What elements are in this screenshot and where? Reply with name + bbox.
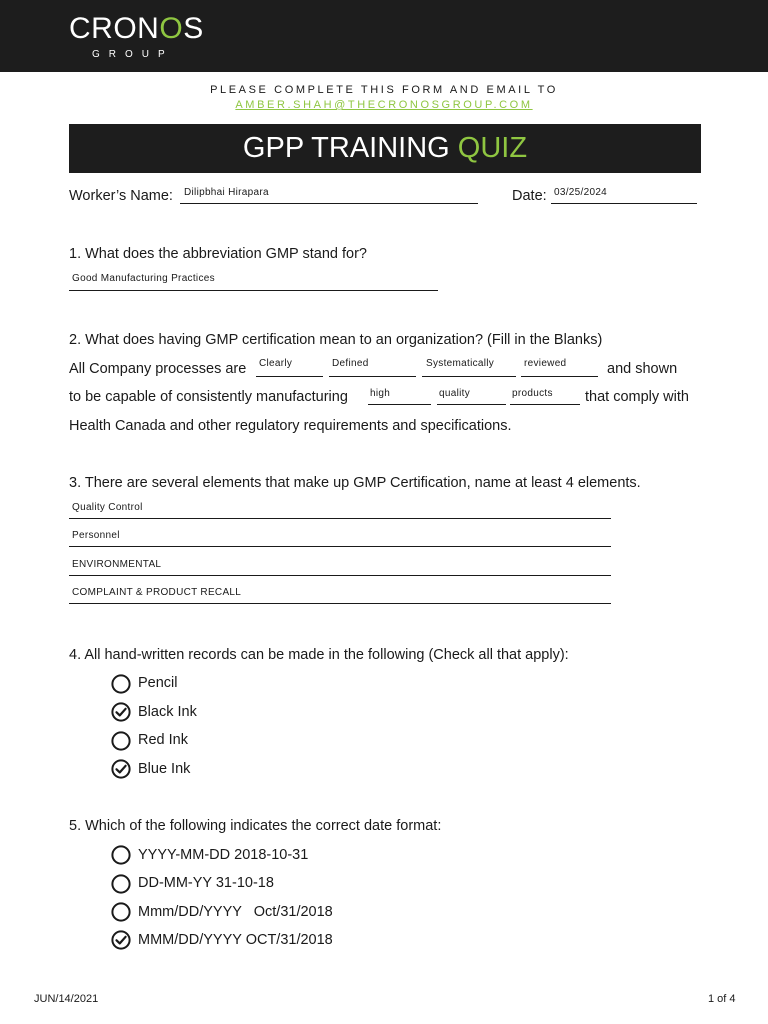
q3-answer-4: COMPLAINT & PRODUCT RECALL	[72, 587, 242, 598]
q4-option-blue-ink-label: Blue Ink	[138, 761, 191, 777]
q4-option-red-ink-label: Red Ink	[138, 732, 188, 748]
q3-answer-3: ENVIRONMENTAL	[72, 559, 162, 570]
checked-circle-icon	[111, 930, 131, 950]
q5-question: 5. Which of the following indicates the correct date format:	[69, 818, 442, 834]
unchecked-circle-icon	[111, 845, 131, 865]
q2-blank4-field[interactable]	[521, 376, 598, 377]
q5-option-dd-mm-yy-radio[interactable]	[111, 874, 131, 894]
logo-text-post: S	[183, 12, 204, 45]
q2-blank5-field[interactable]	[368, 404, 431, 405]
q3-question: 3. There are several elements that make up GMP Certification, name at least 4 elements.	[69, 475, 641, 491]
quiz-title	[69, 124, 701, 173]
q2-blank6: quality	[439, 388, 471, 399]
q2-line2-suffix: that comply with	[585, 389, 689, 405]
q2-blank7: products	[512, 388, 553, 399]
email-link[interactable]: AMBER.SHAH@THECRONOSGROUP.COM	[235, 99, 533, 111]
header-bar	[0, 0, 768, 72]
unchecked-circle-icon	[111, 674, 131, 694]
q5-option-mmm-dd-yyyy-mixed-radio[interactable]	[111, 902, 131, 922]
q5-option-mmm-dd-yyyy-upper-radio[interactable]	[111, 930, 131, 950]
date-field[interactable]	[551, 203, 697, 204]
q2-blank2: Defined	[332, 358, 369, 369]
worker-name-label: Worker’s Name:	[69, 188, 173, 204]
q3-answer1-field[interactable]	[69, 518, 611, 519]
q3-answer2-field[interactable]	[69, 546, 611, 547]
q3-answer-2: Personnel	[72, 530, 120, 541]
footer-date: JUN/14/2021	[34, 993, 99, 1005]
checked-circle-icon	[111, 759, 131, 779]
q4-option-red-ink-checkbox[interactable]	[111, 731, 131, 751]
q2-line1-suffix: and shown	[607, 361, 678, 377]
checked-circle-icon	[111, 702, 131, 722]
q5-option-yyyy-mm-dd-label: YYYY-MM-DD 2018-10-31	[138, 847, 309, 863]
title-accent: QUIZ	[457, 132, 528, 164]
unchecked-circle-icon	[111, 731, 131, 751]
worker-name-value: Dilipbhai Hirapara	[184, 187, 269, 198]
q4-option-blue-ink-checkbox[interactable]	[111, 759, 131, 779]
logo-text-accent: O	[159, 12, 184, 45]
q2-blank1: Clearly	[259, 358, 293, 369]
q2-blank1-field[interactable]	[256, 376, 323, 377]
date-value: 03/25/2024	[554, 187, 608, 198]
q3-answer3-field[interactable]	[69, 575, 611, 576]
q2-question: 2. What does having GMP certification mean to an organization? (Fill in the Blanks)	[69, 332, 603, 348]
q2-blank4: reviewed	[524, 358, 567, 369]
q2-blank7-field[interactable]	[510, 404, 580, 405]
date-label: Date:	[512, 188, 547, 204]
q2-blank3-field[interactable]	[422, 376, 516, 377]
q3-answer-1: Quality Control	[72, 502, 143, 513]
unchecked-circle-icon	[111, 874, 131, 894]
cronos-logo	[69, 14, 204, 44]
q4-option-pencil-label: Pencil	[138, 675, 178, 691]
q4-question: 4. All hand-written records can be made in the following (Check all that apply):	[69, 647, 569, 663]
title-main: GPP TRAINING	[242, 132, 450, 164]
q1-answer-field[interactable]	[69, 290, 438, 291]
q2-blank5: high	[370, 388, 391, 399]
q2-blank3: Systematically	[426, 358, 495, 369]
q2-blank2-field[interactable]	[329, 376, 416, 377]
q5-option-mmm-dd-yyyy-upper-label: MMM/DD/YYYY OCT/31/2018	[138, 932, 333, 948]
q3-answer4-field[interactable]	[69, 603, 611, 604]
page-number: 1 of 4	[708, 993, 736, 1005]
q2-line2-prefix: to be capable of consistently manufacturing	[69, 389, 348, 405]
q2-line1-prefix: All Company processes are	[69, 361, 247, 377]
q2-line3: Health Canada and other regulatory requirements and specifications.	[69, 418, 512, 434]
q4-option-black-ink-checkbox[interactable]	[111, 702, 131, 722]
q5-option-dd-mm-yy-label: DD-MM-YY 31-10-18	[138, 875, 274, 891]
logo-text-pre: CRON	[69, 12, 160, 45]
q4-option-pencil-checkbox[interactable]	[111, 674, 131, 694]
q1-question: 1. What does the abbreviation GMP stand for?	[69, 246, 367, 262]
q4-option-black-ink-label: Black Ink	[138, 704, 197, 720]
q5-option-yyyy-mm-dd-radio[interactable]	[111, 845, 131, 865]
worker-name-field[interactable]	[180, 203, 478, 204]
logo-subtitle: GROUP	[92, 49, 174, 60]
q2-blank6-field[interactable]	[437, 404, 506, 405]
unchecked-circle-icon	[111, 902, 131, 922]
instructions-text: PLEASE COMPLETE THIS FORM AND EMAIL TO	[210, 84, 558, 96]
q1-answer: Good Manufacturing Practices	[72, 273, 215, 284]
q5-option-mmm-dd-yyyy-mixed-label: Mmm/DD/YYYY Oct/31/2018	[138, 904, 333, 920]
